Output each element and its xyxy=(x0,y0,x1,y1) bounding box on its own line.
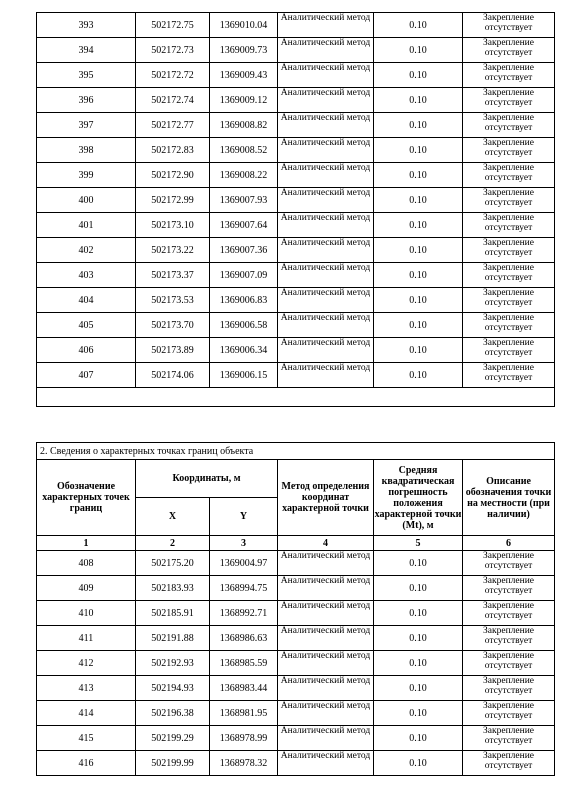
x-coordinate-cell: 502199.29 xyxy=(136,726,210,751)
y-coordinate-cell: 1369008.82 xyxy=(210,113,278,138)
table-row xyxy=(37,338,555,363)
marker-description-cell: Закрепление отсутствует xyxy=(463,551,555,576)
point-number-cell: 394 xyxy=(37,38,136,63)
accuracy-cell: 0.10 xyxy=(374,213,463,238)
table-row xyxy=(37,38,555,63)
x-coordinate-cell: 502173.89 xyxy=(136,338,210,363)
x-coordinate-cell: 502194.93 xyxy=(136,676,210,701)
y-coordinate-cell: 1368994.75 xyxy=(210,576,278,601)
method-cell: Аналитический метод xyxy=(278,601,374,626)
point-number-cell: 401 xyxy=(37,213,136,238)
table-row xyxy=(37,288,555,313)
marker-description-cell: Закрепление отсутствует xyxy=(463,626,555,651)
y-coordinate-cell: 1369008.22 xyxy=(210,163,278,188)
point-number-cell: 406 xyxy=(37,338,136,363)
x-coordinate-cell: 502175.20 xyxy=(136,551,210,576)
table-row xyxy=(37,751,555,776)
marker-description-cell: Закрепление отсутствует xyxy=(463,138,555,163)
x-coordinate-cell: 502172.73 xyxy=(136,38,210,63)
point-number-cell: 410 xyxy=(37,601,136,626)
accuracy-cell: 0.10 xyxy=(374,88,463,113)
table-row xyxy=(37,138,555,163)
point-number-cell: 395 xyxy=(37,63,136,88)
table-row xyxy=(37,113,555,138)
header-point: Обозначение характерных точек границ xyxy=(37,460,136,536)
method-cell: Аналитический метод xyxy=(278,751,374,776)
method-cell: Аналитический метод xyxy=(278,363,374,388)
marker-description-cell: Закрепление отсутствует xyxy=(463,288,555,313)
method-cell: Аналитический метод xyxy=(278,63,374,88)
table-row xyxy=(37,313,555,338)
accuracy-cell: 0.10 xyxy=(374,38,463,63)
accuracy-cell: 0.10 xyxy=(374,676,463,701)
x-coordinate-cell: 502199.99 xyxy=(136,751,210,776)
method-cell: Аналитический метод xyxy=(278,188,374,213)
marker-description-cell: Закрепление отсутствует xyxy=(463,263,555,288)
marker-description-cell: Закрепление отсутствует xyxy=(463,701,555,726)
marker-description-cell: Закрепление отсутствует xyxy=(463,88,555,113)
method-cell: Аналитический метод xyxy=(278,551,374,576)
table-row xyxy=(37,363,555,388)
x-coordinate-cell: 502173.53 xyxy=(136,288,210,313)
coordinates-table-continued xyxy=(36,12,555,407)
boundary-points-table xyxy=(36,442,555,776)
accuracy-cell: 0.10 xyxy=(374,751,463,776)
point-number-cell: 400 xyxy=(37,188,136,213)
y-coordinate-cell: 1369009.12 xyxy=(210,88,278,113)
table-row xyxy=(37,188,555,213)
x-coordinate-cell: 502196.38 xyxy=(136,701,210,726)
point-number-cell: 412 xyxy=(37,651,136,676)
marker-description-cell: Закрепление отсутствует xyxy=(463,676,555,701)
point-number-cell: 408 xyxy=(37,551,136,576)
header-marker: Описание обозначения точки на местности (при наличии) xyxy=(463,460,555,536)
y-coordinate-cell: 1369006.83 xyxy=(210,288,278,313)
marker-description-cell: Закрепление отсутствует xyxy=(463,38,555,63)
col-number: 3 xyxy=(210,536,278,551)
table-row xyxy=(37,726,555,751)
x-coordinate-cell: 502192.93 xyxy=(136,651,210,676)
method-cell: Аналитический метод xyxy=(278,13,374,38)
accuracy-cell: 0.10 xyxy=(374,601,463,626)
y-coordinate-cell: 1368978.99 xyxy=(210,726,278,751)
x-coordinate-cell: 502174.06 xyxy=(136,363,210,388)
marker-description-cell: Закрепление отсутствует xyxy=(463,576,555,601)
method-cell: Аналитический метод xyxy=(278,163,374,188)
empty-cell xyxy=(37,388,555,407)
point-number-cell: 416 xyxy=(37,751,136,776)
accuracy-cell: 0.10 xyxy=(374,163,463,188)
accuracy-cell: 0.10 xyxy=(374,338,463,363)
point-number-cell: 409 xyxy=(37,576,136,601)
table-row xyxy=(37,263,555,288)
col-number: 1 xyxy=(37,536,136,551)
point-number-cell: 413 xyxy=(37,676,136,701)
marker-description-cell: Закрепление отсутствует xyxy=(463,63,555,88)
accuracy-cell: 0.10 xyxy=(374,238,463,263)
col-number: 2 xyxy=(136,536,210,551)
x-coordinate-cell: 502191.88 xyxy=(136,626,210,651)
y-coordinate-cell: 1368985.59 xyxy=(210,651,278,676)
marker-description-cell: Закрепление отсутствует xyxy=(463,13,555,38)
col-number: 4 xyxy=(278,536,374,551)
table-row xyxy=(37,651,555,676)
empty-row xyxy=(37,388,555,407)
point-number-cell: 399 xyxy=(37,163,136,188)
method-cell: Аналитический метод xyxy=(278,238,374,263)
accuracy-cell: 0.10 xyxy=(374,13,463,38)
table-row xyxy=(37,163,555,188)
method-cell: Аналитический метод xyxy=(278,576,374,601)
method-cell: Аналитический метод xyxy=(278,38,374,63)
accuracy-cell: 0.10 xyxy=(374,188,463,213)
point-number-cell: 398 xyxy=(37,138,136,163)
table-row xyxy=(37,238,555,263)
accuracy-cell: 0.10 xyxy=(374,288,463,313)
y-coordinate-cell: 1369006.58 xyxy=(210,313,278,338)
header-y: Y xyxy=(210,498,278,536)
method-cell: Аналитический метод xyxy=(278,213,374,238)
accuracy-cell: 0.10 xyxy=(374,113,463,138)
y-coordinate-cell: 1368983.44 xyxy=(210,676,278,701)
y-coordinate-cell: 1369004.97 xyxy=(210,551,278,576)
method-cell: Аналитический метод xyxy=(278,288,374,313)
table-row xyxy=(37,88,555,113)
table-row xyxy=(37,551,555,576)
y-coordinate-cell: 1369007.36 xyxy=(210,238,278,263)
y-coordinate-cell: 1369008.52 xyxy=(210,138,278,163)
table-row xyxy=(37,676,555,701)
header-accuracy: Средняя квадратическая погрешность положения характерной точки (Mt), м xyxy=(374,460,463,536)
point-number-cell: 397 xyxy=(37,113,136,138)
y-coordinate-cell: 1368981.95 xyxy=(210,701,278,726)
x-coordinate-cell: 502172.83 xyxy=(136,138,210,163)
method-cell: Аналитический метод xyxy=(278,138,374,163)
table-row xyxy=(37,576,555,601)
accuracy-cell: 0.10 xyxy=(374,726,463,751)
point-number-cell: 411 xyxy=(37,626,136,651)
x-coordinate-cell: 502172.77 xyxy=(136,113,210,138)
x-coordinate-cell: 502172.72 xyxy=(136,63,210,88)
marker-description-cell: Закрепление отсутствует xyxy=(463,363,555,388)
point-number-cell: 407 xyxy=(37,363,136,388)
point-number-cell: 403 xyxy=(37,263,136,288)
accuracy-cell: 0.10 xyxy=(374,63,463,88)
marker-description-cell: Закрепление отсутствует xyxy=(463,601,555,626)
method-cell: Аналитический метод xyxy=(278,726,374,751)
point-number-cell: 414 xyxy=(37,701,136,726)
accuracy-cell: 0.10 xyxy=(374,363,463,388)
y-coordinate-cell: 1369007.64 xyxy=(210,213,278,238)
accuracy-cell: 0.10 xyxy=(374,138,463,163)
method-cell: Аналитический метод xyxy=(278,651,374,676)
y-coordinate-cell: 1368986.63 xyxy=(210,626,278,651)
marker-description-cell: Закрепление отсутствует xyxy=(463,651,555,676)
point-number-cell: 405 xyxy=(37,313,136,338)
point-number-cell: 396 xyxy=(37,88,136,113)
marker-description-cell: Закрепление отсутствует xyxy=(463,726,555,751)
x-coordinate-cell: 502172.90 xyxy=(136,163,210,188)
y-coordinate-cell: 1369006.34 xyxy=(210,338,278,363)
accuracy-cell: 0.10 xyxy=(374,701,463,726)
x-coordinate-cell: 502173.22 xyxy=(136,238,210,263)
header-method: Метод определения координат характерной точки xyxy=(278,460,374,536)
table-row xyxy=(37,701,555,726)
table-row xyxy=(37,601,555,626)
x-coordinate-cell: 502172.74 xyxy=(136,88,210,113)
header-coordinates: Координаты, м xyxy=(136,460,278,498)
point-number-cell: 415 xyxy=(37,726,136,751)
point-number-cell: 402 xyxy=(37,238,136,263)
x-coordinate-cell: 502173.10 xyxy=(136,213,210,238)
method-cell: Аналитический метод xyxy=(278,701,374,726)
marker-description-cell: Закрепление отсутствует xyxy=(463,213,555,238)
y-coordinate-cell: 1368978.32 xyxy=(210,751,278,776)
y-coordinate-cell: 1368992.71 xyxy=(210,601,278,626)
marker-description-cell: Закрепление отсутствует xyxy=(463,238,555,263)
table-row xyxy=(37,213,555,238)
x-coordinate-cell: 502172.75 xyxy=(136,13,210,38)
y-coordinate-cell: 1369009.43 xyxy=(210,63,278,88)
marker-description-cell: Закрепление отсутствует xyxy=(463,313,555,338)
accuracy-cell: 0.10 xyxy=(374,651,463,676)
method-cell: Аналитический метод xyxy=(278,113,374,138)
col-number: 6 xyxy=(463,536,555,551)
accuracy-cell: 0.10 xyxy=(374,551,463,576)
accuracy-cell: 0.10 xyxy=(374,626,463,651)
method-cell: Аналитический метод xyxy=(278,88,374,113)
point-number-cell: 393 xyxy=(37,13,136,38)
section-caption: 2. Сведения о характерных точках границ объекта xyxy=(37,443,555,460)
y-coordinate-cell: 1369010.04 xyxy=(210,13,278,38)
method-cell: Аналитический метод xyxy=(278,676,374,701)
method-cell: Аналитический метод xyxy=(278,263,374,288)
accuracy-cell: 0.10 xyxy=(374,576,463,601)
y-coordinate-cell: 1369007.09 xyxy=(210,263,278,288)
x-coordinate-cell: 502172.99 xyxy=(136,188,210,213)
table-row xyxy=(37,63,555,88)
method-cell: Аналитический метод xyxy=(278,338,374,363)
marker-description-cell: Закрепление отсутствует xyxy=(463,188,555,213)
marker-description-cell: Закрепление отсутствует xyxy=(463,113,555,138)
y-coordinate-cell: 1369006.15 xyxy=(210,363,278,388)
marker-description-cell: Закрепление отсутствует xyxy=(463,163,555,188)
header-x: X xyxy=(136,498,210,536)
x-coordinate-cell: 502185.91 xyxy=(136,601,210,626)
col-number: 5 xyxy=(374,536,463,551)
accuracy-cell: 0.10 xyxy=(374,313,463,338)
point-number-cell: 404 xyxy=(37,288,136,313)
method-cell: Аналитический метод xyxy=(278,626,374,651)
y-coordinate-cell: 1369007.93 xyxy=(210,188,278,213)
table-row xyxy=(37,626,555,651)
y-coordinate-cell: 1369009.73 xyxy=(210,38,278,63)
x-coordinate-cell: 502173.70 xyxy=(136,313,210,338)
marker-description-cell: Закрепление отсутствует xyxy=(463,751,555,776)
method-cell: Аналитический метод xyxy=(278,313,374,338)
marker-description-cell: Закрепление отсутствует xyxy=(463,338,555,363)
accuracy-cell: 0.10 xyxy=(374,263,463,288)
table-row xyxy=(37,13,555,38)
x-coordinate-cell: 502183.93 xyxy=(136,576,210,601)
x-coordinate-cell: 502173.37 xyxy=(136,263,210,288)
